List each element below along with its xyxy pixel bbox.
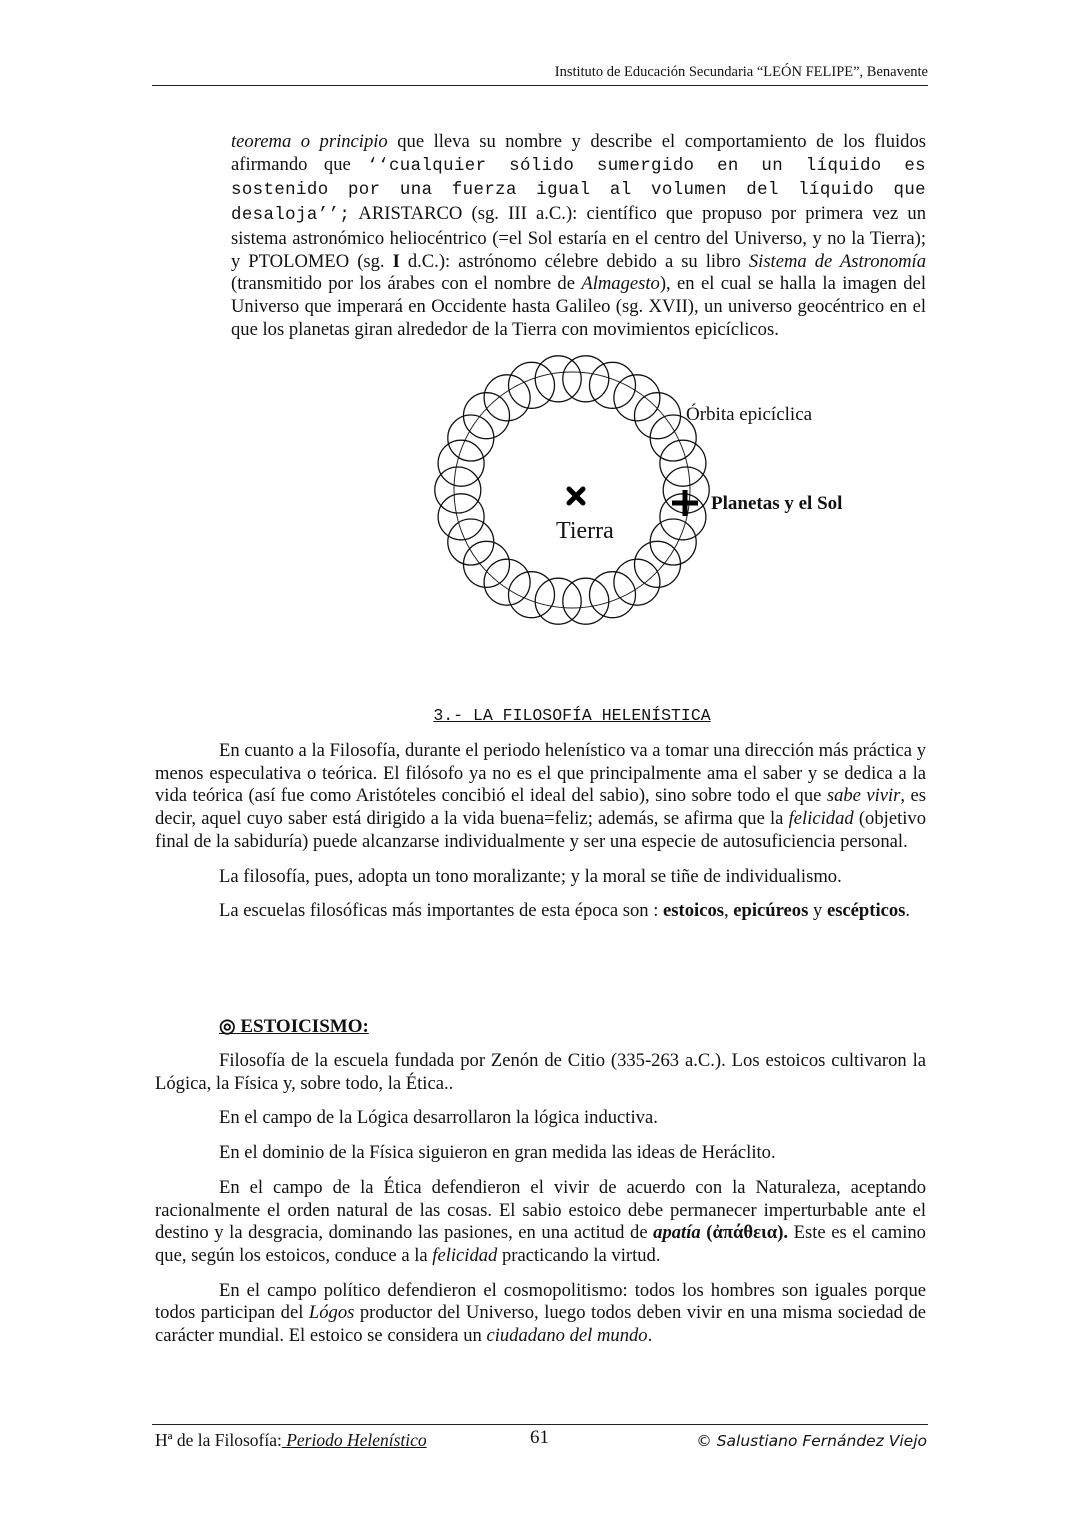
epicycle-circle: [650, 519, 696, 565]
footer-topic: Periodo Helenístico: [281, 1430, 427, 1450]
label-orbita: Órbita epicíclica: [686, 404, 813, 425]
subsection-heading: [219, 1015, 369, 1038]
text: .: [905, 900, 911, 922]
text: ,: [723, 900, 734, 922]
epicycle-circle: [464, 541, 510, 587]
text: y: [808, 900, 827, 922]
stoic-paragraph-1: Filosofía de la escuela fundada por Zenón de Citio (335-263 a.C.). Los estoicos cultivaron la Lógica, la Física y, sobre todo, la Ética..: [155, 1050, 926, 1094]
stoic-paragraph-5: [155, 1280, 926, 1348]
paragraph-philosophy: [155, 740, 926, 854]
italic-felicidad: felicidad: [788, 808, 854, 830]
intro-text: que lleva su nombre y describe el comportamiento de los fluidos afirmando que: [231, 131, 926, 175]
italic-felicidad: felicidad: [432, 1244, 498, 1266]
epicycle-circle: [484, 375, 530, 421]
greek-term: (ἀπάθεια).: [700, 1222, 789, 1244]
stoic-paragraph-2: En el campo de la Lógica desarrollaron la lógica inductiva.: [219, 1107, 658, 1129]
epicycle-circle: [448, 415, 494, 461]
subsection-title: ESTOICISMO:: [240, 1016, 369, 1037]
earth-x-icon: [569, 489, 583, 503]
epicycle-circle: [535, 356, 581, 402]
epicycle-circle: [660, 440, 706, 486]
roman-numeral: I: [392, 250, 400, 272]
epicycle-diagram: [0, 0, 1080, 640]
footer-author: © Salustiano Fernández Viejo: [696, 1432, 927, 1450]
school-estoicos: estoicos: [663, 900, 724, 922]
body-section-stoicism: [155, 1050, 926, 1360]
epicycle-circle: [590, 572, 636, 618]
section-title: 3.- LA FILOSOFÍA HELENÍSTICA: [433, 706, 711, 725]
school-escepticos: escépticos: [826, 900, 906, 922]
text: (objetivo final de la sabiduría) puede alcanzarse individualmente y ser una especie de autosuficiencia personal.: [155, 808, 926, 852]
label-planetas: Planetas y el Sol: [711, 493, 843, 514]
school-epicureos: epicúreos: [733, 900, 809, 922]
epicycle-circle: [590, 362, 636, 408]
book-title: Sistema de Astronomía: [748, 250, 927, 272]
epicycle-circle: [435, 467, 481, 513]
text: productor del Universo, luego todos deben vivir en una misma sociedad de carácter mundial. El estoico se considera un: [155, 1302, 926, 1347]
term-apatia: apatía: [653, 1222, 701, 1244]
epicycle-circle: [614, 375, 660, 421]
italic-ciudadano: ciudadano del mundo: [486, 1325, 648, 1347]
stoic-paragraph-3: En el dominio de la Física siguieron en gran medida las ideas de Heráclito.: [219, 1142, 776, 1164]
italic-sabe-vivir: sabe vivir: [826, 785, 901, 807]
label-tierra: Tierra: [556, 518, 614, 544]
text: Este es el camino que, según los estoicos, conduce a la: [155, 1222, 926, 1266]
text: En el campo de la Ética defendieron el vivir de acuerdo con la Naturaleza, aceptando racionalmente el orden natural de las cosas. El sabio estoico debe permanecer imperturbable ante el destino y la desgracia, dominando las pasiones, en una actitud de: [155, 1176, 926, 1244]
bullseye-icon: ◎: [219, 1016, 236, 1037]
text: practicando la virtud.: [497, 1244, 661, 1266]
intro-text: ARISTARCO (sg. III a.C.): científico que propuso por primera vez un sistema astronómico heliocéntrico (=el Sol estaría en el centro del Universo, y no la Tierra); y PTOLOMEO (sg.: [231, 203, 926, 272]
epicycle-circle: [438, 440, 484, 486]
epicycle-circle: [509, 362, 555, 408]
epicycle-circle: [438, 494, 484, 540]
intro-text: d.C.): astrónomo célebre debido a su libro: [399, 250, 749, 272]
text: La escuelas filosóficas más importantes de esta época son :: [219, 900, 664, 922]
archimedes-quote: ‘‘cualquier sólido sumergido en un líquido es sostenido por una fuerza igual al volumen del líquido que desaloja’’;: [231, 156, 926, 226]
text: Hª de la Filosofía:: [155, 1430, 282, 1450]
footer-subject: [155, 1430, 427, 1451]
stoic-paragraph-4: [155, 1177, 926, 1268]
epicycle-circle: [563, 578, 609, 624]
epicycle-circle: [448, 519, 494, 565]
page-number: 61: [530, 1427, 549, 1448]
page-header: Instituto de Educación Secundaria “LEÓN FELIPE”, Benavente: [152, 64, 928, 86]
body-section-1: [155, 740, 926, 935]
text: , es decir, aquel cuyo saber está dirigido a la vida buena=feliz; además, se afirma que la: [155, 785, 926, 830]
epicycle-circle: [635, 393, 681, 439]
epicycle-circle: [484, 559, 530, 605]
text: En el campo político defendieron el cosmopolitismo: todos los hombres son iguales porque todos participan del: [155, 1279, 926, 1324]
almagesto-title: Almagesto: [581, 273, 660, 295]
epicycle-circle: [509, 572, 555, 618]
epicycle-circle: [635, 541, 681, 587]
intro-italic: teorema o principio: [231, 131, 388, 152]
epicycle-circle: [464, 393, 510, 439]
epicycle-circle: [563, 356, 609, 402]
intro-text: (transmitido por los árabes con el nombre de: [231, 273, 582, 295]
paragraph-schools: [155, 900, 926, 923]
epicycle-circle: [614, 559, 660, 605]
text: .: [647, 1325, 653, 1347]
paragraph-moralizante: La filosofía, pues, adopta un tono moralizante; y la moral se tiñe de individualismo.: [219, 865, 842, 887]
text: En cuanto a la Filosofía, durante el periodo helenístico va a tomar una dirección más práctica y menos especulativa o teórica. El filósofo ya no es el que principalmente ama el saber y se dedica a la vida teórica (así fue como Aristóteles concibió el ideal del sabio), sino sobre todo el que: [155, 740, 926, 807]
italic-logos: Lógos: [308, 1302, 355, 1324]
footer-divider: [152, 1424, 928, 1425]
epicycle-circle: [535, 578, 581, 624]
intro-text: ), en el cual se halla la imagen del Universo que imperará en Occidente hasta Galileo (sg. XVII), un universo geocéntrico en el que los planetas giran alrededor de la Tierra con movimientos epicíclicos.: [231, 273, 926, 340]
